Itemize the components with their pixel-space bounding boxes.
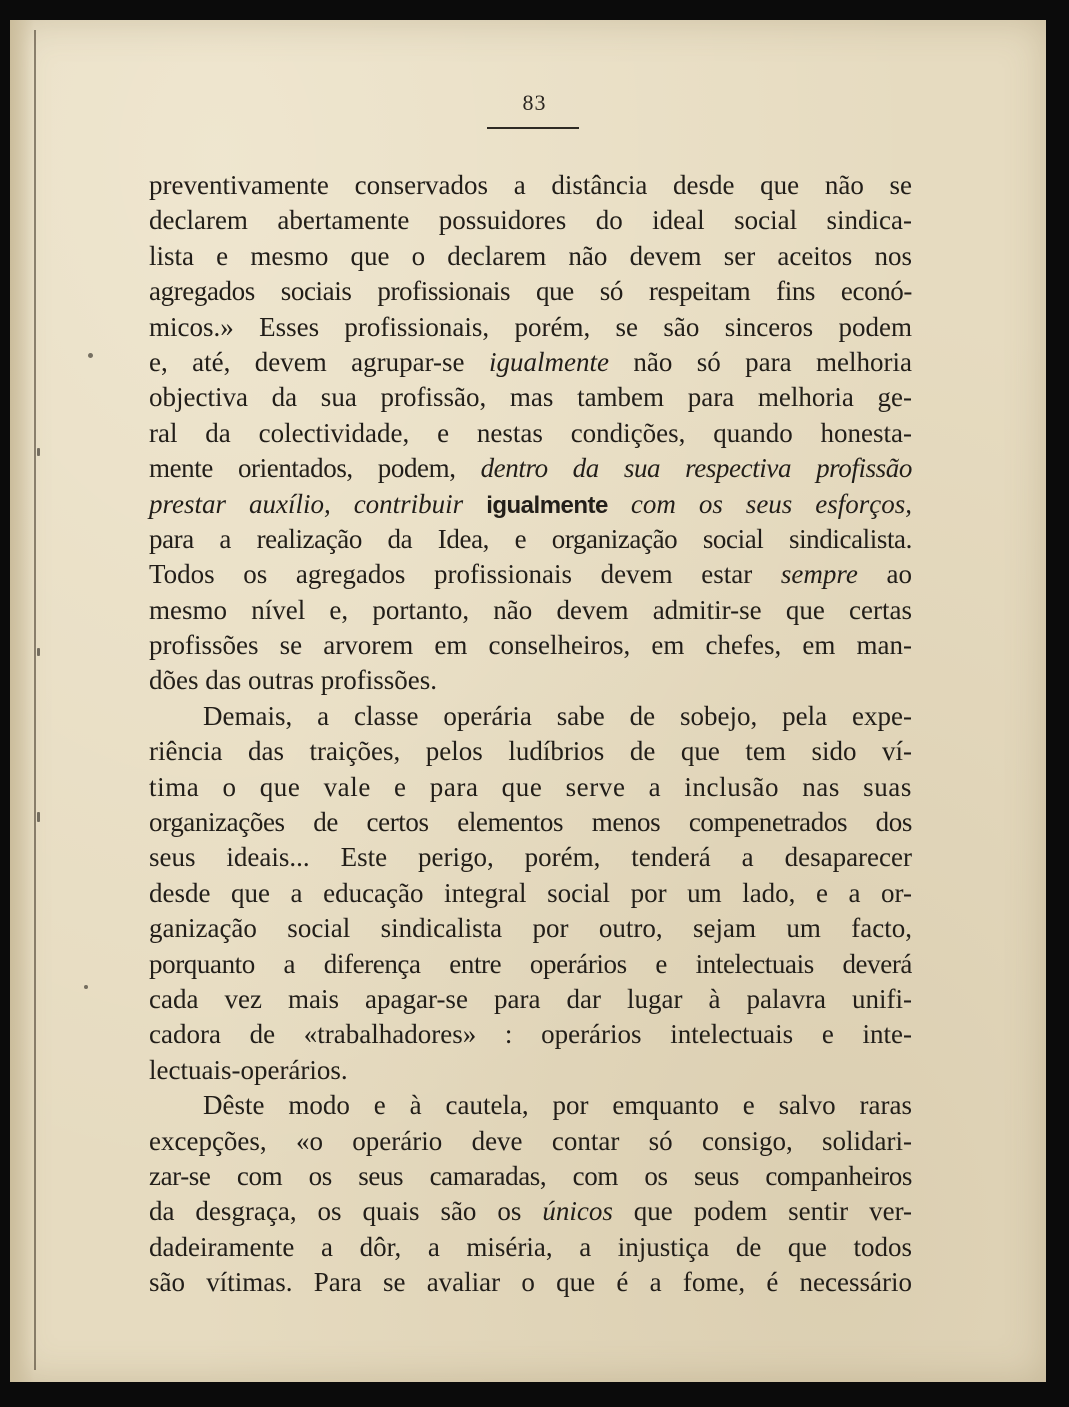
text-line: cada vez mais apagar-se para dar lugar à palavra unifi- — [149, 983, 912, 1014]
text-line: para a realização da Idea, e organização social sindicalista. — [149, 523, 912, 554]
scan-speck — [37, 448, 40, 456]
text-line: dadeiramente a dôr, a miséria, a injustiça de que todos — [149, 1231, 912, 1262]
text-line: Demais, a classe operária sabe de sobejo, pela expe- — [203, 700, 912, 731]
text-line: seus ideais... Este perigo, porém, tenderá a desaparecer — [149, 842, 912, 873]
text-line: tima o que vale e para que serve a inclusão nas suas — [149, 771, 912, 802]
text-line: dões das outras profissões. — [149, 665, 437, 696]
text-line: lista e mesmo que o declarem não devem ser aceitos nos — [149, 240, 912, 271]
italic-emphasis: igualmente — [488, 346, 609, 377]
page-number: 83 — [522, 90, 547, 115]
scan-speck — [37, 812, 40, 822]
text-line — [149, 345, 912, 380]
text-line: zar-se com os seus camaradas, com os seus companheiros — [149, 1160, 912, 1191]
text-line: ganização social sindicalista por outro, sejam um facto, — [149, 913, 912, 944]
text-line: Dêste modo e à cautela, por emquanto e salvo raras — [203, 1090, 912, 1121]
text-line: micos.» Esses profissionais, porém, se são sinceros podem — [149, 311, 912, 342]
text-run: Todos os agregados profissionais devem estar — [149, 559, 753, 590]
body-text — [149, 168, 912, 1301]
scan-speck — [37, 648, 40, 656]
italic-emphasis: prestar auxílio, contribuir — [149, 488, 464, 519]
text-run: não só para melhoria — [633, 346, 913, 377]
text-run: mente orientados, podem, — [149, 453, 456, 484]
italic-emphasis: únicos — [542, 1196, 613, 1227]
text-run: da desgraça, os quais são os — [149, 1196, 522, 1227]
italic-emphasis: dentro da sua respectiva profissão — [480, 453, 912, 484]
binding-edge-line — [34, 30, 36, 1370]
text-line: cadora de «trabalhadores» : operários intelectuais e inte- — [149, 1019, 912, 1050]
text-line: organizações de certos elementos menos compenetrados dos — [149, 807, 912, 838]
text-line — [149, 1194, 912, 1229]
text-line: desde que a educação integral social por um lado, e a or- — [149, 877, 912, 908]
text-line — [149, 487, 912, 522]
text-line: mesmo nível e, portanto, não devem admitir-se que certas — [149, 594, 912, 625]
text-line: porquanto a diferença entre operários e intelectuais deverá — [149, 948, 912, 979]
text-line: agregados sociais profissionais que só respeitam fins econó- — [149, 276, 912, 307]
scan-speck — [84, 985, 88, 989]
italic-emphasis: sempre — [780, 559, 858, 590]
text-line: preventivamente conservados a distância desde que não se — [149, 170, 912, 200]
page-gutter-shadow — [10, 20, 34, 1382]
text-line: excepções, «o operário deve contar só consigo, solidari- — [149, 1125, 912, 1156]
text-line: lectuais-operários. — [149, 1054, 348, 1085]
italic-emphasis: com os seus esforços, — [630, 488, 913, 519]
text-run: e, até, devem agrupar-se — [149, 346, 465, 377]
text-line: profissões se arvorem em conselheiros, em chefes, em man- — [149, 630, 912, 661]
scan-speck — [88, 353, 93, 358]
bold-emphasis: igualmente — [486, 491, 608, 519]
text-line — [149, 557, 912, 592]
text-line: são vítimas. Para se avaliar o que é a fome, é necessário — [149, 1267, 912, 1298]
text-line: declarem abertamente possuidores do ideal social sindica- — [149, 205, 912, 236]
header-rule — [487, 127, 579, 129]
text-line: objectiva da sua profissão, mas tambem para melhoria ge- — [149, 382, 912, 413]
text-run: que podem sentir ver- — [633, 1196, 913, 1227]
text-line: ral da colectividade, e nestas condições, quando honesta- — [149, 417, 912, 448]
text-line: riência das traições, pelos ludíbrios de que tem sido ví- — [149, 736, 912, 767]
text-line — [149, 451, 912, 486]
text-run: ao — [886, 559, 913, 590]
